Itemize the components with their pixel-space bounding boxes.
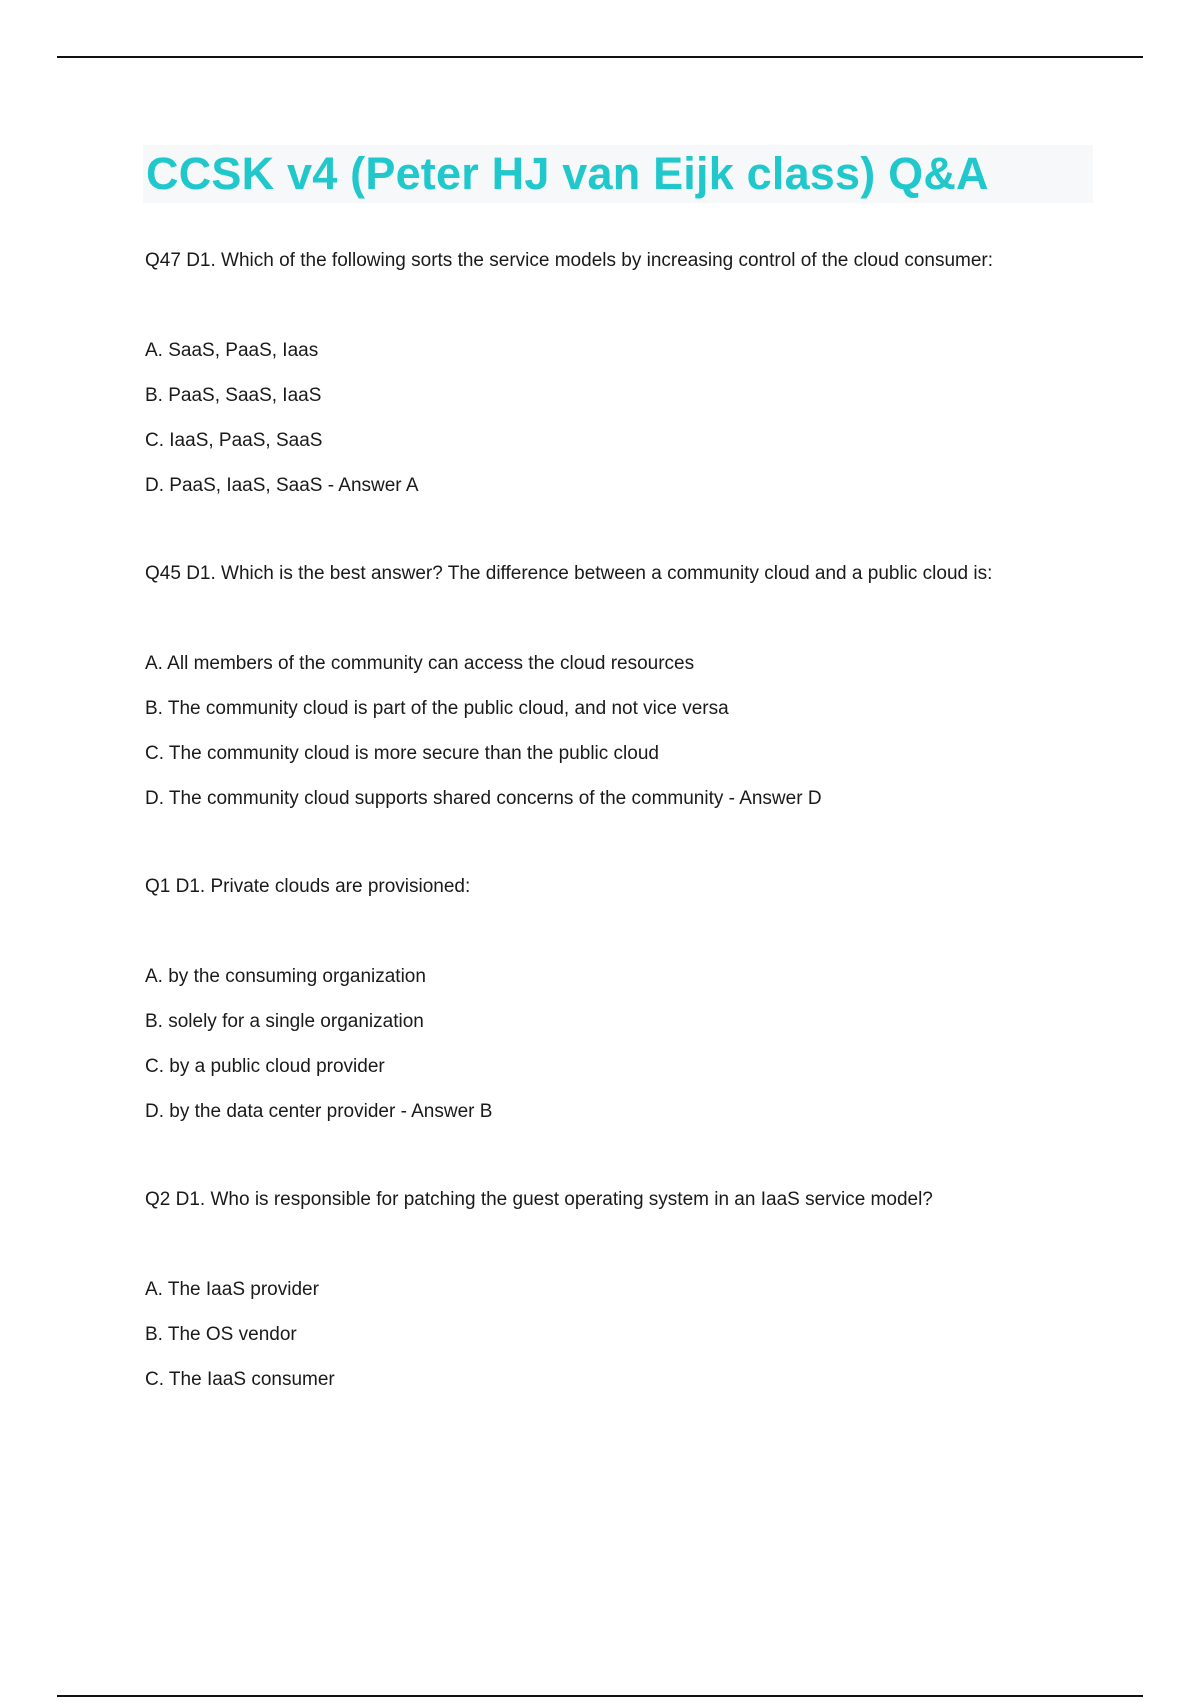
answer-option-a: A. by the consuming organization [145, 966, 426, 987]
answer-option-b: B. The OS vendor [145, 1324, 297, 1345]
answer-option-a: A. The IaaS provider [145, 1279, 319, 1300]
answer-option-c: C. by a public cloud provider [145, 1056, 385, 1077]
answer-option-d: D. by the data center provider - Answer B [145, 1101, 493, 1122]
answer-option-d: D. PaaS, IaaS, SaaS - Answer A [145, 475, 419, 496]
question-block-q2 [145, 1177, 1145, 1402]
answer-option-b: B. The community cloud is part of the public cloud, and not vice versa [145, 698, 729, 719]
question-block-q45 [145, 551, 1145, 821]
question-block-q1 [145, 864, 1145, 1134]
answer-option-c: C. The community cloud is more secure than the public cloud [145, 743, 659, 764]
question-text: Q47 D1. Which of the following sorts the service models by increasing control of the cloud consumer: [145, 250, 994, 271]
question-block-q47 [145, 238, 1145, 508]
answer-option-c: C. The IaaS consumer [145, 1369, 335, 1390]
answer-option-c: C. IaaS, PaaS, SaaS [145, 430, 323, 451]
answer-option-a: A. SaaS, PaaS, Iaas [145, 340, 319, 361]
top-rule [57, 56, 1143, 58]
bottom-rule [57, 1695, 1143, 1697]
answer-option-b: B. PaaS, SaaS, IaaS [145, 385, 322, 406]
question-text: Q2 D1. Who is responsible for patching the guest operating system in an IaaS service model? [145, 1189, 933, 1210]
document-title: CCSK v4 (Peter HJ van Eijk class) Q&A [146, 148, 989, 199]
question-text: Q1 D1. Private clouds are provisioned: [145, 876, 471, 897]
answer-option-b: B. solely for a single organization [145, 1011, 424, 1032]
question-list [145, 238, 1145, 1402]
answer-option-a: A. All members of the community can access the cloud resources [145, 653, 695, 674]
answer-option-d: D. The community cloud supports shared concerns of the community - Answer D [145, 788, 822, 809]
question-text: Q45 D1. Which is the best answer? The difference between a community cloud and a public cloud is: [145, 563, 993, 584]
